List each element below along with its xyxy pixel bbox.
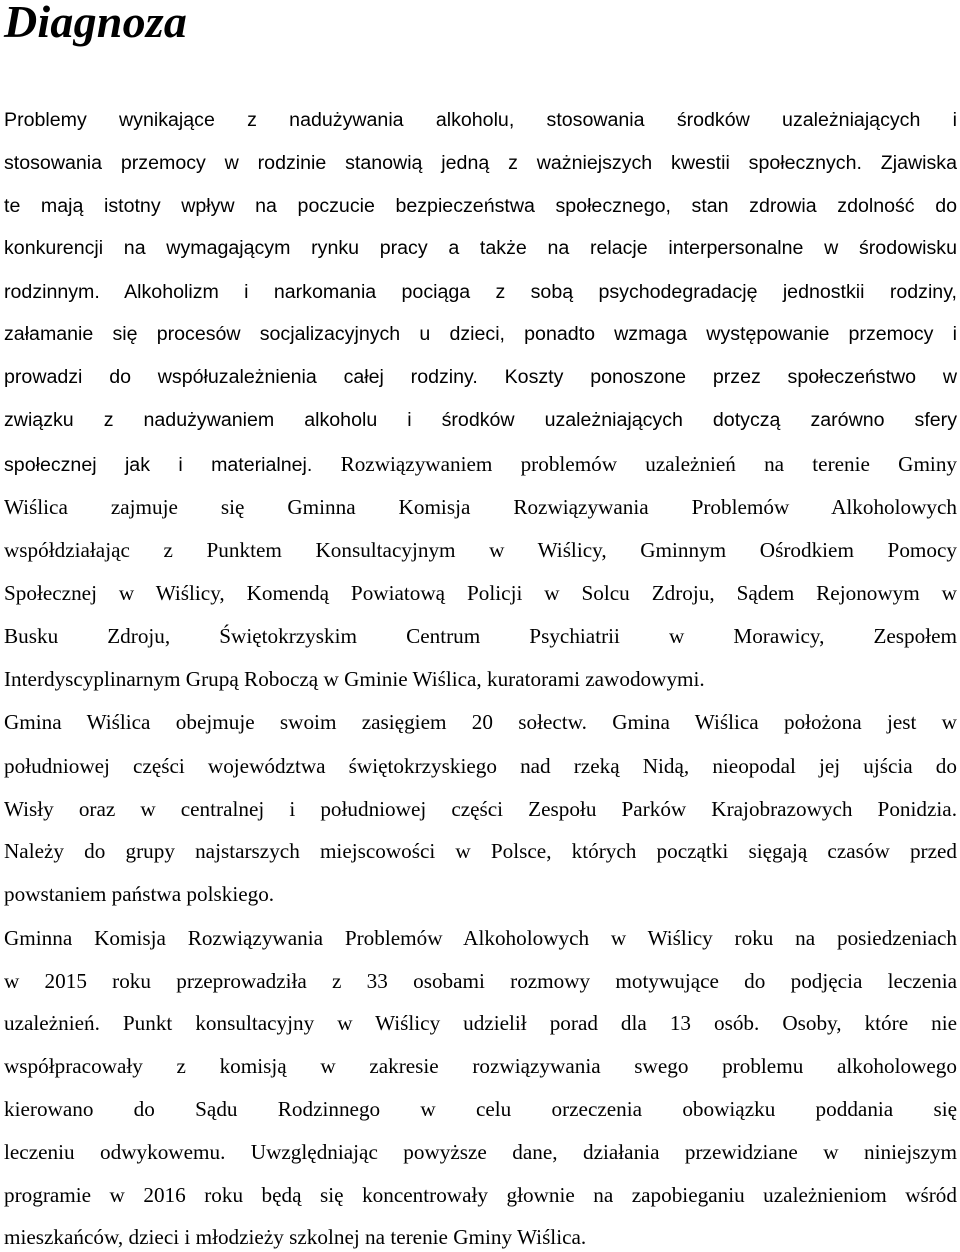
text-line: Wisły oraz w centralnej i południowej części Zespołu Parków Krajobrazowych Ponidzia. <box>4 797 957 821</box>
text-segment: Rozwiązywaniem problemów uzależnień na terenie Gminy <box>312 452 958 476</box>
text-line: powstaniem państwa polskiego. <box>4 882 275 906</box>
text-line: w 2015 roku przeprowadziła z 33 osobami rozmowy motywujące do podjęcia leczenia <box>4 969 957 993</box>
text-line: Gmina Wiślica obejmuje swoim zasięgiem 20 sołectw. Gmina Wiślica położona jest w <box>4 710 957 734</box>
text-line: załamanie się procesów socjalizacyjnych u dzieci, ponadto wzmaga występowanie przemocy i <box>4 323 957 345</box>
text-line: te mają istotny wpływ na poczucie bezpieczeństwa społecznego, stan zdrowia zdolność do <box>4 195 957 217</box>
text-line: kierowano do Sądu Rodzinnego w celu orzeczenia obowiązku poddania się <box>4 1097 957 1121</box>
text-line: Wiślica zajmuje się Gminna Komisja Rozwiązywania Problemów Alkoholowych <box>4 495 957 519</box>
text-line <box>4 449 957 479</box>
text-line: konkurencji na wymagającym rynku pracy a także na relacje interpersonalne w środowisku <box>4 237 957 259</box>
text-line: Problemy wynikające z nadużywania alkoholu, stosowania środków uzależniających i <box>4 109 957 131</box>
text-line: Społecznej w Wiślicy, Komendą Powiatową Policji w Solcu Zdroju, Sądem Rejonowym w <box>4 581 957 605</box>
text-line: współdziałając z Punktem Konsultacyjnym w Wiślicy, Gminnym Ośrodkiem Pomocy <box>4 538 957 562</box>
text-line: południowej części województwa świętokrzyskiego nad rzeką Nidą, nieopodal jej ujścia do <box>4 754 957 778</box>
page-title: Diagnoza <box>4 0 188 47</box>
text-line: rodzinnym. Alkoholizm i narkomania pociąga z sobą psychodegradację jednostkii rodziny, <box>4 281 957 303</box>
text-line: związku z nadużywaniem alkoholu i środków uzależniających dotyczą zarówno sfery <box>4 409 957 431</box>
text-line: stosowania przemocy w rodzinie stanowią jedną z ważniejszych kwestii społecznych. Zjawiska <box>4 152 957 174</box>
text-line: prowadzi do współuzależnienia całej rodziny. Koszty ponoszone przez społeczeństwo w <box>4 366 957 388</box>
text-line: programie w 2016 roku będą się koncentrowały głownie na zapobieganiu uzależnieniom wśród <box>4 1183 957 1207</box>
text-segment: społecznej jak i materialnej. <box>4 454 313 476</box>
text-line: Należy do grupy najstarszych miejscowości w Polsce, których początki sięgają czasów przed <box>4 839 957 863</box>
text-line: Interdyscyplinarnym Grupą Roboczą w Gminie Wiślica, kuratorami zawodowymi. <box>4 667 705 691</box>
text-line: współpracowały z komisją w zakresie rozwiązywania swego problemu alkoholowego <box>4 1054 957 1078</box>
text-line: Busku Zdroju, Świętokrzyskim Centrum Psychiatrii w Morawicy, Zespołem <box>4 624 957 648</box>
text-line: Gminna Komisja Rozwiązywania Problemów Alkoholowych w Wiślicy roku na posiedzeniach <box>4 926 957 950</box>
text-line: uzależnień. Punkt konsultacyjny w Wiślicy udzielił porad dla 13 osób. Osoby, które nie <box>4 1011 957 1035</box>
text-line: leczeniu odwykowemu. Uwzględniając powyższe dane, działania przewidziane w niniejszym <box>4 1140 957 1164</box>
text-line: mieszkańców, dzieci i młodzieży szkolnej na terenie Gminy Wiślica. <box>4 1225 587 1249</box>
